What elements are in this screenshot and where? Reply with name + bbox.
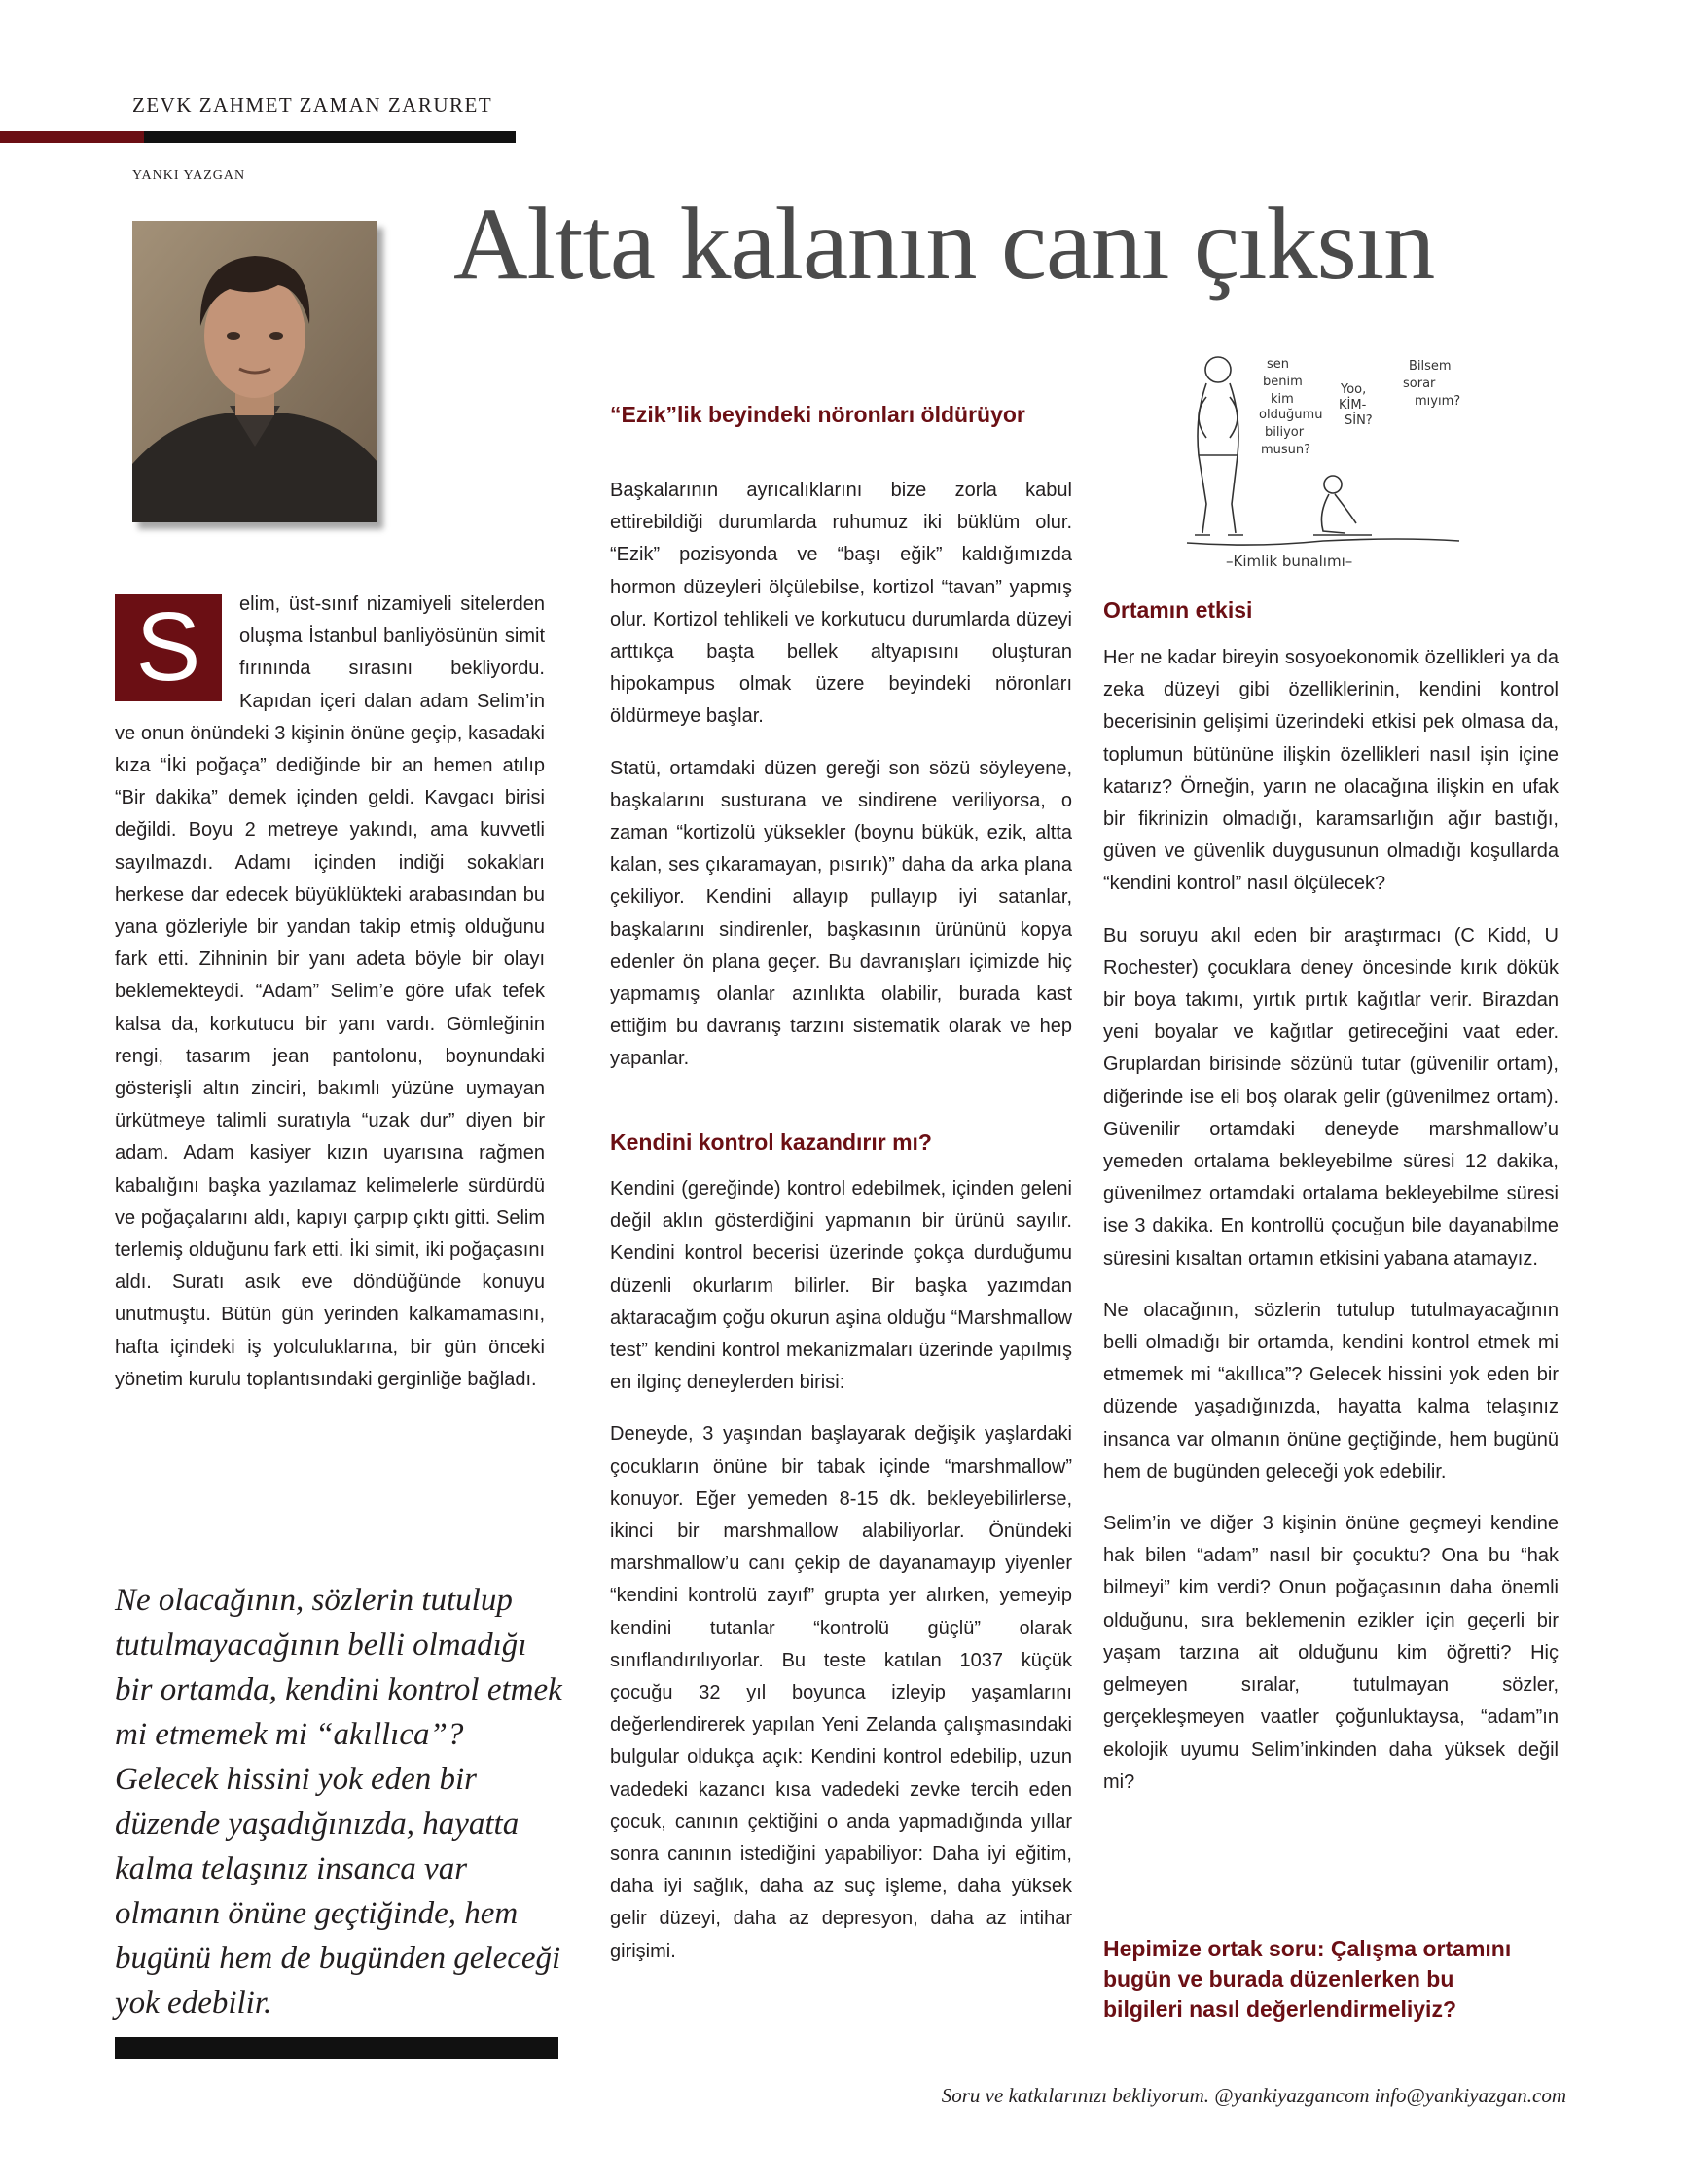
closing-question: Hepimize ortak soru: Çalışma ortamını bugün ve burada düzenlerken bu bilgileri nasıl değerlendirmeliyiz? — [1103, 1936, 1512, 2022]
bubble1-line2: benim — [1263, 375, 1303, 389]
cartoon-illustration — [1177, 348, 1469, 582]
bubble1-line1: sen — [1267, 357, 1290, 372]
subheading-ortamin-etkisi: Ortamın etkisi — [1103, 597, 1253, 623]
portrait-illustration — [132, 221, 377, 522]
cartoon-drawing — [1177, 348, 1469, 582]
header-rule-accent — [0, 131, 144, 143]
header-rule — [144, 131, 516, 143]
paragraph: Statü, ortamdaki düzen gereği son sözü söyleyene, başkalarını susturana ve sindirene veriliyorsa, o zaman “kortizolü yüksekler (boynu bükük, ezik, altta kalan, ses çıkaramayan, pısırık)” daha da arka plana çekiliyor. Kendini allayıp pullayıp iyi satanlar, başkalarını sindirenler, başkasının ürününü kopya edenler ön plana geçer. Bu davranışları içimizde hiç yapmamış olanlar azınlıkta olabilir, burada kast ettiğim bu davranış tarzını sistematik olarak ve hep yapanlar. — [610, 757, 1072, 1070]
bubble1-line3: kim — [1271, 392, 1294, 407]
paragraph: Deneyde, 3 yaşından başlayarak değişik yaşlardaki çocukların önüne bir tabak içinde “marshmallow” konuyor. Eğer yemeden 8-15 dk. bekleyebilirlerse, ikinci bir marshmallow alabiliyorlar. Önündeki marshmallow’u canı çekip de dayanamayıp yiyenler “kendini kontrolü zayıf” grupta yer alırken, yemeyip kendini tutanlar “kontrolü güçlü” olarak sınıflandırılıyorlar. Bu teste katılan 1037 küçük çocuğu 32 yıl boyunca izleyip yaşamlarını değerlendirerek yapılan Yeni Zelanda çalışmasındaki bulgular oldukça açık: Kendini kontrol edebilip, uzun vadedeki kazancı kısa vadedeki zevke tercih eden çocuk, canının çektiğini o anda yapmadığında yıllar sonra canının istediğini yapabiliyor: Daha iyi eğitim, daha iyi sağlık, daha az suç işleme, daha yüksek gelir düzeyi, daha az depresyon, daha az intihar girişimi. — [610, 1423, 1072, 1962]
paragraph: Ne olacağının, sözlerin tutulup tutulmayacağının belli olmadığı bir ortamda, kendini kontrol etmek mi etmemek mi “akıllıca”? Gelecek hissini yok eden bir düzende yaşadığınızda, hayatta kalma telaşınız insanca var olmanın önüne geçtiğinde, hem bugünü hem de bugünden geleceği yok edebilir. — [1103, 1299, 1559, 1483]
bubble2-line2: KİM- — [1339, 398, 1367, 412]
paragraph: Kendini (gereğinde) kontrol edebilmek, içinden geleni değil aklın gösterdiğini yapmanın bir ürünü sayılır. Kendini kontrol becerisi üzerinde çokça durduğumu düzenli okurlarım bilirler. Bir başka yazımdan aktaracağım çoğu okurun aşina olduğu “Marshmallow test” kendini kontrol mekanizmaları üzerinde yapılmış en ilginç deneylerden birisi: — [610, 1178, 1072, 1394]
drop-cap: S — [115, 594, 222, 701]
author-name: YANKI YAZGAN — [132, 168, 246, 183]
subheading-ezik: “Ezik”lik beyindeki nöronları öldürüyor — [610, 402, 1025, 427]
paragraph: Bu soruyu akıl eden bir araştırmacı (C Kidd, U Rochester) çocuklara deney öncesinde kırık dökük bir boya takımı, yırtık pırtık kağıtlar verir. Birazdan yeni boyalar ve kağıtlar getireceğini vaat eder. Gruplardan birisinde sözünü tutar (güvenilir ortam), diğerinde ise eli boş olarak gelir (güvenilmez ortam). Güvenilir ortamdaki deneyde marshmallow’u yemeden ortalama bekleyebilme süresi 12 dakika, güvenilmez ortamdaki ortalama bekleyebilme süresi ise 3 dakika. En kontrollü çocuğun bile dayanabilme süresini kısaltan ortamın etkisini yabana atamayız. — [1103, 924, 1559, 1270]
bubble1-line4: olduğumu — [1259, 408, 1323, 422]
bubble2-line1: Yoo, — [1341, 382, 1367, 397]
bubble3-line3: mıyım? — [1415, 394, 1461, 409]
bubble1-line5: biliyor — [1265, 425, 1305, 440]
bubble2-line3: SİN? — [1345, 413, 1373, 428]
paragraph: Her ne kadar bireyin sosyoekonomik özellikleri ya da zeka düzeyi gibi özelliklerinin, kendini kontrol becerisinin gelişimi üzerindeki etkisi pek olmasa da, toplumun bütününe ilişkin özellikleri nasıl işin içine katarız? Örneğin, yarın ne olacağına ilişkin en ufak bir fikrinizin olmadığı, karamsarlığın ağır bastığı, güven ve güvenlik duygusunun olmadığı koşullarda “kendini kontrol” nasıl ölçülecek? — [1103, 647, 1559, 895]
lead-text: elim, üst-sınıf nizamiyeli sitelerden oluşma İstanbul banliyösünün simit fırınında sırasını bekliyordu. Kapıdan içeri dalan adam Selim’in ve onun önündeki 3 kişinin önüne geçip, kasadaki kıza “İki poğaça” dediğinde bir an hemen atılıp “Bir dakika” demek içinden geldi. Kavgacı birisi değildi. Boyu 2 metreye yakındı, ama kuvvetli sayılmazdı. Adamı içinden indiği sokakları herkese dar edecek büyüklükteki arabasından bu yana gözleriyle bir yandan takip etmiş olduğunu fark etti. Zihninin bir yanı adeta böyle bir olayı beklemekteydi. “Adam” Selim’e göre ufak tefek kalsa da, korkutucu bir yanı vardı. Gömleğinin rengi, tasarım jean pantolonu, boynundaki gösterişli altın zinciri, bakımlı yüzüne uymayan ürkütmeye talimli suratıyla “uzak dur” diyen bir adam. Adam kasiyer kızın uyarısına rağmen kabalığını başka yazılamaz kelimelerle sürdürdü ve poğaçalarını aldı, kapıyı çarpıp çıktı gitti. Selim terlemiş olduğunu fark etti. İki simit, iki poğaçasını aldı. Suratı asık eve döndüğünde konuyu unutmuştu. Bütün gün yerinden kalkamamasını, hafta içindeki iş yolculuklarına, bir gün önceki yönetim kurulu toplantısındaki gerginliğe bağladı. — [115, 593, 545, 1390]
column-3 — [1103, 642, 1559, 1818]
bubble3-line1: Bilsem — [1409, 359, 1452, 374]
lead-paragraph — [115, 589, 545, 1396]
section-label: ZEVK ZAHMET ZAMAN ZARURET — [132, 93, 493, 117]
column-2-continued — [610, 1173, 1072, 1987]
pull-quote-rule — [115, 2037, 558, 2059]
cartoon-caption: –Kimlik bunalımı– — [1226, 553, 1353, 570]
subheading-kendini-kontrol: Kendini kontrol kazandırır mı? — [610, 1129, 932, 1155]
paragraph: Selim’in ve diğer 3 kişinin önüne geçmeyi kendine hak bilen “adam” nasıl bir çocuktu? Ona bu “hak bilmeyi” kim verdi? Onun poğaçasının daha önemli olduğunu, sıra beklemenin ezikler için geçerli bir yaşam tarzına ait olduğunu kim öğretti? Hiç gelmeyen sıralar, tutulmayan sözler, gerçekleşmeyen vaatler çoğunluktaysa, “adam”ın ekolojik uyumu Selim’inkinden daha yüksek değil mi? — [1103, 1513, 1559, 1793]
author-photo — [132, 221, 377, 522]
paragraph: Başkalarının ayrıcalıklarını bize zorla kabul ettirebildiği durumlarda ruhumuz iki büklüm olur. “Ezik” pozisyonda ve “başı eğik” kaldığımızda hormon düzeyleri ölçülebilse, kortizol “tavan” yapmış olur. Kortizol tehlikeli ve korkutucu durumlarda düzeyi arttıkça başta bellek altyapısını oluşturan hipokampus olmak üzere beyindeki nöronları öldürmeye başlar. — [610, 480, 1072, 728]
footer-contact: Soru ve katkılarınızı bekliyorum. @yankiyazgancom info@yankiyazgan.com — [941, 2084, 1566, 2107]
article-title: Altta kalanın canı çıksın — [453, 187, 1435, 301]
bubble1-line6: musun? — [1261, 443, 1311, 457]
column-2 — [610, 475, 1072, 1095]
column-1 — [115, 589, 545, 1415]
pull-quote: Ne olacağının, sözlerin tutulup tutulmayacağının belli olmadığı bir ortamda, kendini kontrol etmek mi etmemek mi “akıllıca”? Gelecek hissini yok eden bir düzende yaşadığınızda, hayatta kalma telaşınız insanca var olmanın önüne geçtiğinde, hem bugünü hem de bugünden geleceği yok edebilir. — [115, 1583, 562, 2021]
bubble3-line2: sorar — [1403, 376, 1436, 391]
